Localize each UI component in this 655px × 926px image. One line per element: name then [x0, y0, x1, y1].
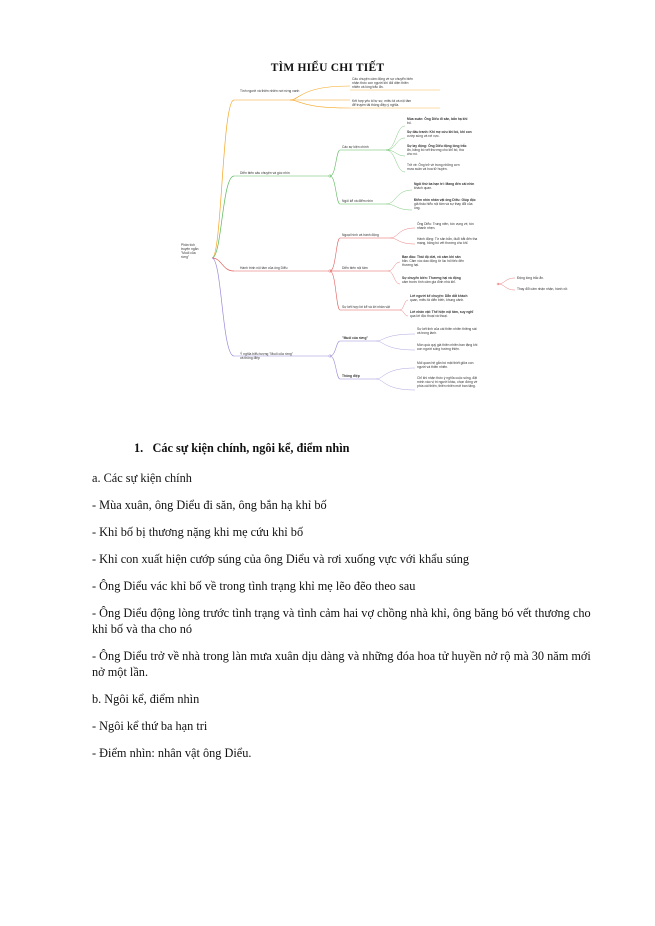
svg-text:Ngôi kể và điểm nhìn: Ngôi kể và điểm nhìn — [342, 199, 373, 203]
mindmap — [0, 70, 655, 400]
svg-text:Thay đổi cảm nhận nhận, hành x: Thay đổi cảm nhận nhận, hành xử. — [517, 287, 569, 291]
svg-text:truyện ngắn: truyện ngắn — [181, 247, 199, 251]
svg-text:ẩn, băng bó vết thương cho khỉ: ẩn, băng bó vết thương cho khỉ bố, tha — [407, 148, 464, 152]
svg-text:và thông điệp: và thông điệp — [240, 356, 260, 360]
section-heading — [134, 441, 349, 456]
svg-text:Ban đầu: Thái độ dứt, vô cảm k: Ban đầu: Thái độ dứt, vô cảm khi săn — [402, 255, 461, 259]
svg-text:Ngôi thứ ba hạn tri: Mang đến: Ngôi thứ ba hạn tri: Mang đến cái nhìn — [414, 182, 475, 186]
svg-text:người và thiên nhiên.: người và thiên nhiên. — [417, 365, 449, 369]
branch-2 — [234, 116, 476, 210]
body-line: - Ngôi kể thứ ba hạn tri — [92, 719, 208, 733]
body-line: b. Ngôi kể, điểm nhìn — [92, 692, 200, 706]
svg-text:Diễn biến nội tâm: Diễn biến nội tâm — [342, 266, 368, 270]
body-line: - Ông Diểu trở về nhà trong làn mưa xuân dịu dàng và những đóa hoa tử huyền nở rộ mà 30 năm mới nở một lần. — [92, 649, 591, 679]
svg-text:Động lòng trắc ẩn.: Động lòng trắc ẩn. — [517, 276, 544, 280]
page-title: TÌM HIỂU CHI TIẾT — [270, 62, 385, 74]
svg-text:Mối quan hệ gắn bó mật thiết g: Mối quan hệ gắn bó mật thiết giữa con — [417, 361, 474, 365]
svg-text:mạng, băng bó vết thương cho k: mạng, băng bó vết thương cho khỉ. — [417, 241, 469, 245]
svg-text:mưa xuân và hoa tử huyền.: mưa xuân và hoa tử huyền. — [407, 167, 448, 171]
svg-text:Hành động: Từ săn bắn, đuổi bắ: Hành động: Từ săn bắn, đuổi bắt đến tha — [417, 237, 478, 241]
svg-text:khách quan.: khách quan. — [414, 186, 432, 190]
svg-text:Lời nhân vật: Thể hiện nội tâm: Lời nhân vật: Thể hiện nội tâm, suy nghĩ — [410, 310, 474, 314]
svg-text:Câu chuyện cảm động về sự chuy: Câu chuyện cảm động về sự chuyển biến — [352, 77, 413, 81]
svg-text:Món quà quý giá thiên nhiên ba: Món quà quý giá thiên nhiên ban tặng khi — [417, 343, 478, 347]
svg-text:Trở về: Ông trở về trong những: Trở về: Ông trở về trong những cơn — [407, 163, 460, 167]
svg-text:quan, miêu tả diễn biến, khung: quan, miêu tả diễn biến, khung cảnh. — [410, 298, 465, 302]
svg-text:Phân tích: Phân tích — [181, 243, 195, 247]
svg-text:Mùa xuân: Ông Diểu đi săn, bắn: Mùa xuân: Ông Diểu đi săn, bắn hạ khỉ — [407, 117, 468, 121]
svg-text:Sự chuyển biến: Thương hại và: Sự chuyển biến: Thương hại và động — [402, 276, 461, 280]
svg-text:"Muối của: "Muối của — [181, 251, 196, 255]
svg-text:và trong lành.: và trong lành. — [417, 331, 437, 335]
svg-text:phía cái thiện, thiên nhiên mớ: phía cái thiện, thiên nhiên mới ban tặng. — [417, 384, 476, 388]
svg-text:Ngoại hình và hành động: Ngoại hình và hành động — [342, 233, 379, 237]
body-line: a. Các sự kiện chính — [92, 471, 192, 485]
svg-text:giả thấu hiểu nội tâm và sự th: giả thấu hiểu nội tâm và sự thay đổi của — [414, 202, 473, 206]
svg-text:Hành trình nội tâm của ông Diể: Hành trình nội tâm của ông Diểu — [240, 266, 288, 270]
svg-text:Điểm nhìn nhân vật ông Diểu: G: Điểm nhìn nhân vật ông Diểu: Giúp độc — [414, 198, 476, 202]
svg-text:Lời người kể chuyện: Dẫn dắt k: Lời người kể chuyện: Dẫn dắt khách — [410, 294, 468, 298]
svg-text:nhận thức con người khi đối di: nhận thức con người khi đối diện thiên — [352, 81, 409, 85]
svg-text:bắn. Cảm xúc dao động từ lúc h: bắn. Cảm xúc dao động từ lúc hối tiếc đến — [402, 259, 464, 263]
svg-text:Thông điệp: Thông điệp — [342, 374, 360, 378]
body-line: - Khỉ bố bị thương nặng khi mẹ cứu khỉ bố — [92, 525, 304, 539]
svg-text:Chỉ khi nhận thức ý nghĩa cuộc: Chỉ khi nhận thức ý nghĩa cuộc sống, đặt — [417, 376, 477, 380]
branch-3 — [234, 221, 568, 318]
svg-text:Sự lay động: Ông Diểu động lòn: Sự lay động: Ông Diểu động lòng trắc — [407, 144, 467, 148]
branch-4 — [234, 327, 478, 390]
svg-text:để truyền tải thông điệp ý ngh: để truyền tải thông điệp ý nghĩa. — [352, 103, 400, 107]
section-heading-text: Các sự kiện chính, ngôi kể, điểm nhìn — [152, 441, 350, 455]
svg-text:Các sự kiện chính: Các sự kiện chính — [342, 145, 369, 149]
body-line: - Ông Diểu vác khỉ bố về trong tình trạng khỉ mẹ lẽo đẽo theo sau — [92, 579, 416, 593]
svg-text:Sự kết tinh của cái thiên nhiê: Sự kết tinh của cái thiên nhiên thiêng sát — [417, 327, 477, 331]
body-line: - Ông Diểu động lòng trước tình trạng và tình cảm hai vợ chồng nhà khỉ, ông băng bó vết thương cho khỉ bố và tha cho nó — [92, 606, 591, 636]
svg-text:Sự đấu tranh: Khỉ mẹ cứu khỉ b: Sự đấu tranh: Khỉ mẹ cứu khỉ bố, khỉ con — [407, 130, 472, 134]
svg-text:Sự kết hợp lời kể và lời nhân: Sự kết hợp lời kể và lời nhân vật — [342, 305, 390, 309]
svg-text:qua lời độc thoại và thoại.: qua lời độc thoại và thoại. — [410, 314, 448, 318]
svg-text:con người sống hướng thiện.: con người sống hướng thiện. — [417, 347, 460, 351]
svg-text:"Muối của rừng": "Muối của rừng" — [342, 336, 369, 340]
svg-text:rừng": rừng" — [181, 255, 190, 259]
svg-text:cướp súng và rơi vực.: cướp súng và rơi vực. — [407, 134, 440, 138]
svg-text:bố.: bố. — [407, 121, 412, 125]
svg-text:nhiên và lòng trắc ẩn.: nhiên và lòng trắc ẩn. — [352, 85, 384, 89]
svg-text:nhanh nhẹn.: nhanh nhẹn. — [417, 226, 436, 230]
svg-text:Diễn biến câu chuyện và góc nh: Diễn biến câu chuyện và góc nhìn — [240, 171, 290, 175]
svg-text:Tình người và thiên nhiên nơi: Tình người và thiên nhiên nơi rừng xanh — [240, 89, 300, 93]
body-line: - Khỉ con xuất hiện cướp súng của ông Diểu và rơi xuống vực với khẩu súng — [92, 552, 470, 566]
branch-1 — [234, 77, 440, 108]
body-line: - Điểm nhìn: nhân vật ông Diểu. — [92, 746, 252, 760]
section-body — [92, 470, 592, 772]
svg-text:thương hại.: thương hại. — [402, 263, 420, 267]
svg-text:Ông Diểu: Trung niên, tức vụng: Ông Diểu: Trung niên, tức vụng về, tức — [417, 222, 475, 226]
mindmap-root — [181, 243, 199, 259]
svg-text:ông.: ông. — [414, 206, 421, 210]
svg-text:mình vào vị trí người khác, ch: mình vào vị trí người khác, chọn đứng về — [417, 380, 478, 384]
svg-text:Kết hợp yếu tố tự sự, miêu tả: Kết hợp yếu tố tự sự, miêu tả và nội tâm — [352, 99, 412, 103]
section-heading-number: 1. — [134, 441, 144, 455]
svg-text:Ý nghĩa biểu tượng "Muối của r: Ý nghĩa biểu tượng "Muối của rừng" — [240, 352, 293, 356]
svg-text:cảm trước tình cảm gia đình nh: cảm trước tình cảm gia đình nhà khỉ. — [402, 280, 456, 284]
svg-text:cho nó.: cho nó. — [407, 152, 418, 156]
body-line: - Mùa xuân, ông Diểu đi săn, ông bắn hạ khỉ bố — [92, 498, 327, 512]
